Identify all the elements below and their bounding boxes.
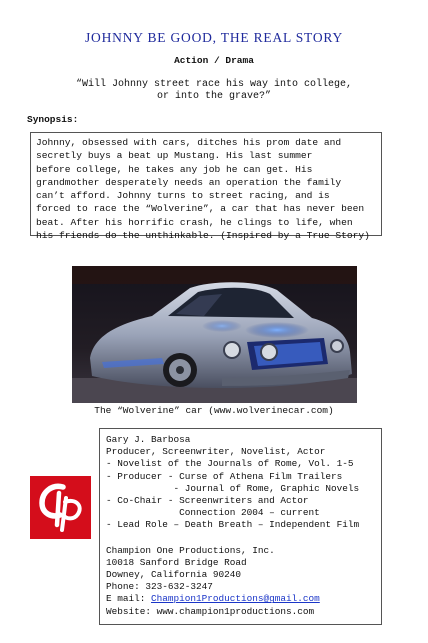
synopsis-text: Johnny, obsessed with cars, ditches his prom date and secretly buys a beat up Mustang. His last summer before college, he takes any job he can get. His grandmother desperately needs an operation the family can’t afford. Johnny turns to street racing, and is forced to race the “Wolverine”, a car that has never been beat. After his horrific crash, he clings to life, when his friends do the unthinkable. (Inspired by a True Story) [36, 137, 370, 242]
email-link[interactable]: Champion1Productions@gmail.com [151, 593, 320, 605]
credits-item: - Novelist of the Journals of Rome, Vol. 1-5 [106, 458, 354, 470]
email-label: E mail: [106, 593, 152, 605]
credits-box [99, 428, 382, 625]
champion-one-logo [30, 476, 91, 539]
credits-item: - Journal of Rome, Graphic Novels [106, 482, 360, 494]
credits-item: - Lead Role – Death Breath – Independent Film [106, 519, 360, 531]
address-street: 10018 Sanford Bridge Road [106, 556, 247, 568]
tagline [40, 79, 388, 103]
email-line [106, 593, 375, 605]
credits-roles: Producer, Screenwriter, Novelist, Actor [106, 446, 326, 458]
photo-caption: The “Wolverine” car (www.wolverinecar.com) [94, 405, 334, 416]
tagline-text: “Will Johnny street race his way into college, or into the grave?” [75, 79, 353, 102]
credits-item: Connection 2004 – current [106, 507, 320, 519]
page-title: JOHNNY BE GOOD, THE REAL STORY [84, 30, 343, 45]
credits-item: - Co-Chair - Screenwriters and Actor [106, 495, 309, 507]
synopsis-box [30, 132, 382, 242]
genre-label: Action / Drama [174, 55, 254, 66]
credits-name: Gary J. Barbosa [106, 434, 191, 445]
phone-number: Phone: 323-632-3247 [106, 581, 213, 593]
address-city: Downey, California 90240 [106, 569, 242, 581]
website-line: Website: www.champion1productions.com [106, 605, 315, 617]
credits-item: - Producer - Curse of Athena Film Trailers [106, 470, 343, 482]
synopsis-heading: Synopsis: [27, 114, 79, 125]
car-photo [72, 266, 357, 403]
company-name: Champion One Productions, Inc. [106, 544, 275, 556]
